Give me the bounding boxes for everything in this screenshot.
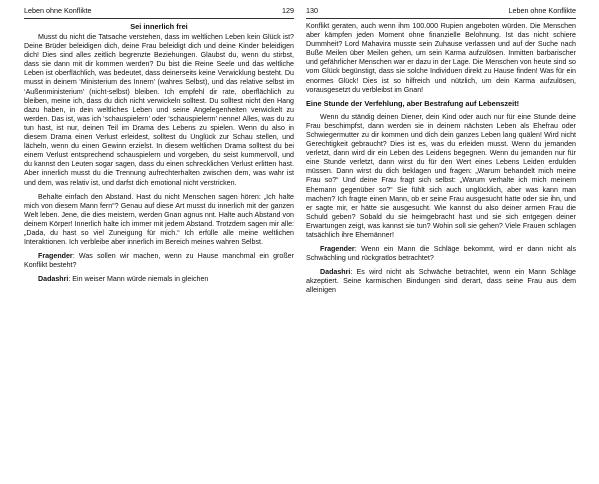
- speaker-label: Dadashri: [38, 275, 69, 284]
- dialogue-text: : Es wird nicht als Schwäche betrachtet, wenn ein Mann Schläge akzeptiert. Seine karmischen Bindungen sind derart, dass seine Frau aus dem alleinigen: [306, 268, 576, 295]
- running-header: [306, 4, 576, 19]
- right-page: [306, 0, 576, 484]
- dialogue-question: [24, 252, 294, 270]
- dialogue-text: : Wenn ein Mann die Schläge bekommt, wird er dann nicht als Schwächling und rückgratlos betrachtet?: [306, 245, 576, 263]
- speaker-label: Fragender: [320, 245, 355, 254]
- left-page: [24, 0, 294, 484]
- page-number: 130: [306, 6, 318, 15]
- paragraph: Behalte einfach den Abstand. Hast du nicht Menschen sagen hören: „Ich halte mich von diesem Mann fern“? Genau auf diese Art musst du innerlich mit der ganzen Welt leben. Jene, die dies meistern, werden Gnan agnus nnt. Halte auch Abstand von deinem Körper! Innerlich halte ich immer mit jedem Abstand. Trotzdem sagen mir alle: „Dada, du hast so viel Zuneigung für mich.“ Ich erfülle alle meine weltlichen Interaktionen. Ich verbleibe aber innerlich im Bereich meines wahren Selbst.: [24, 192, 294, 247]
- dialogue-text: : Was sollen wir machen, wenn zu Hause manchmal ein großer Konflikt besteht?: [24, 252, 294, 270]
- right-page-body: [306, 22, 576, 296]
- running-head-title: Leben ohne Konflikte: [508, 6, 576, 15]
- paragraph: Wenn du ständig deinen Diener, dein Kind oder auch nur für eine Stunde deine Frau beschimpfst, dann werden sie in deinem nächsten Leben als Ehefrau oder Schwiegermutter zu dir kommen und dich dein ganzes Leben lang quälen! Wird nicht Gerechtigkeit gebraucht? Dies ist es, was du erleiden musst. Wenn du jemanden verletzt, dann wird dir ein Leben des Leidens begegnen. Wenn du jemanden nur für eine Stunde verletzt, dann wirst du für den Wert eines Lebens Leiden erdulden müssen. Dann wirst du dich beklagen und fragen: „Warum behandelt mich meine Frau so?“ Und deine Frau fragt sich selbst: „Warum verhalte ich mich meinem Ehemann gegenüber so?“ Sie fühlt sich auch unglücklich, aber was kann man machen? Ich fragte einen Mann, ob er seine Frau ausgesucht hatte oder sie ihn, und er sagte mir, er hätte sie ausgesucht. Wie kannst du also deiner armen Frau die Schuld geben? Sobald du sie heimgebracht hast und sie sich entgegen deiner Erwartungen zeigt, was kannst sie tun? Wohin soll sie gehen? Viele Frauen schlagen tatsächlich ihre Ehemänner!: [306, 112, 576, 239]
- section-heading: Eine Stunde der Verfehlung, aber Bestrafung auf Lebenszeit!: [306, 98, 520, 108]
- speaker-label: Fragender: [38, 252, 73, 261]
- left-page-body: [24, 22, 294, 284]
- dialogue-question: [306, 245, 576, 263]
- dialogue-text: : Ein weiser Mann würde niemals in gleichen: [68, 275, 209, 284]
- dialogue-answer: [306, 268, 576, 295]
- page-number: 129: [282, 6, 294, 15]
- section-heading: Sei innerlich frei: [130, 22, 188, 31]
- paragraph: Konflikt geraten, auch wenn ihm 100.000 Rupien angeboten würden. Die Menschen aber kämpfen jeden Moment ohne finanzielle Belohnung. Ist das nicht schiere Dummheit? Lord Mahavira musste sein Zuhause verlassen und auf der Suche nach Buße Meilen über Meilen gehen, um sein Karma aufzulösen. Inmitten barbarischer und gefährlicher Menschen war er dazu in der Lage. Die Menschen von heute sind so vom Glück begünstigt, dass sie solche Individuen direkt zu Hause finden! Was für ein enormes Glück! Dies ist so hilfreich und nützlich, um dein Karma aufzulösen, vorausgesetzt du verbleibst im Gnan!: [306, 22, 576, 94]
- speaker-label: Dadashri: [320, 268, 351, 277]
- running-header: [24, 4, 294, 19]
- dialogue-answer: [24, 275, 294, 284]
- paragraph: Musst du nicht die Tatsache verstehen, dass im weltlichen Leben kein Glück ist? Deine Brüder beleidigen dich, deine Frau beleidigt dich und deine Kinder beleidigen dich! Dies sind alles zeitlich begrenzte Beziehungen. Glaubst du, wenn du stirbst, dass sie dann mit dir kommen werden? Du bist die Reine Seele und das weltliche Leben ist oberflächlich, was bedeutet, dass deinerseits keine Verwicklung besteht. Du musst in deinem ‘Ministerium des Innern’ (wahres Selbst), und das relative selbst im ‘Außenministerium’ (nicht-selbst) bleiben. Ich empfehl dir rate, oberflächlich zu bleiben, meine ich, dass du dich nicht verwickeln solltest. Du solltest nicht den Hang dazu haben, in dein weltliches Leben und seine Angelegenheiten verwickelt zu werden. Das ist, was ich ‘schauspielern’ oder ‘schauspielerm’ nenne! Alles, was du zu tun hast, ist nur, deinen Teil im Drama des Lebens zu spielen. Wenn du also in diesem Drama einen Verlust erleidest, solltest du Unglück zur Schau stellen, und lächeln, wenn du einen Gewinn erzielst. In diesem weltlichen Drama solltest du bei einem Verlust entsprechend schauspielern und vorgeben, du seist kummervoll, und du kannst den Leuten sogar sagen, dass du einen schrecklichen Verlust erlitten hast. Aber innerlich musst du die Trennung aufrechterhalten zwischen dem, was wahr ist und dem, was relativ ist, und darfst dich emotional nicht verstricken.: [24, 33, 294, 187]
- running-head-title: Leben ohne Konflikte: [24, 6, 92, 15]
